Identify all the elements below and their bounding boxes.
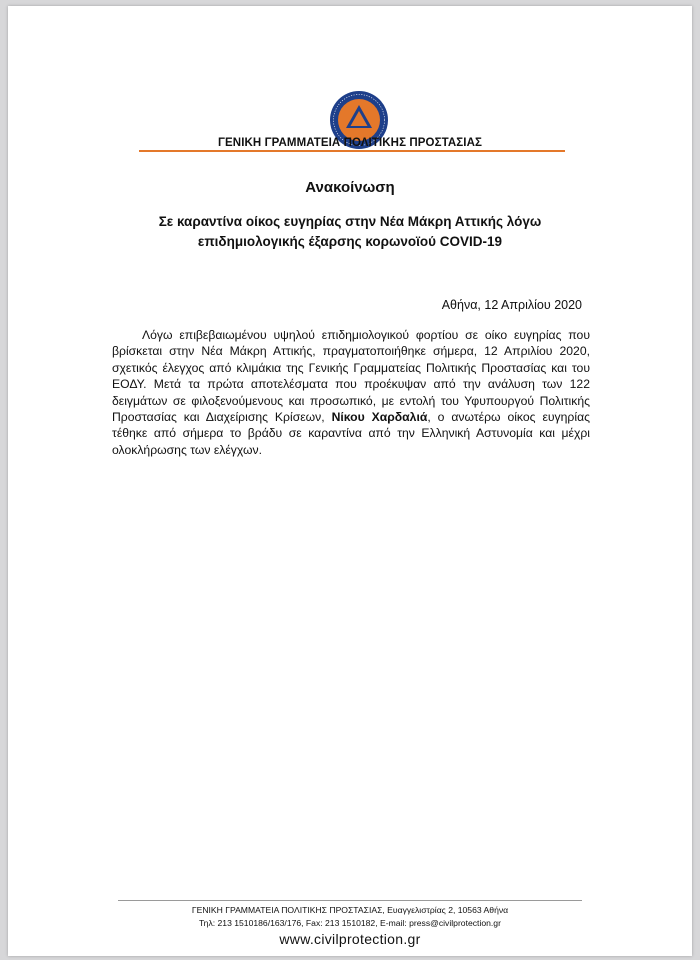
body-paragraph bbox=[112, 327, 590, 458]
header-divider bbox=[139, 150, 565, 152]
footer-website-link[interactable]: www.civilprotection.gr bbox=[279, 931, 421, 947]
dateline: Αθήνα, 12 Απριλίου 2020 bbox=[441, 298, 582, 312]
subtitle-line-2: επιδημιολογικής έξαρσης κορωνοϊού COVID-19 bbox=[197, 234, 503, 249]
organization-header: ΓΕΝΙΚΗ ΓΡΑΜΜΑΤΕΙΑ ΠΟΛΙΤΙΚΗΣ ΠΡΟΣΤΑΣΙΑΣ bbox=[218, 137, 482, 149]
footer-divider bbox=[118, 900, 582, 901]
subtitle-line-1: Σε καραντίνα οίκος ευγηρίας στην Νέα Μάκρη Αττικής λόγω bbox=[158, 214, 542, 229]
document-title: Ανακοίνωση bbox=[305, 179, 395, 196]
body-text-part-2: , ο ανωτέρω οίκος ευγηρίας τέθηκε από σήμερα το βράδυ σε καραντίνα από την Ελληνική Αστυνομία και μέχρι ολοκλήρωσης των ελέγχων. bbox=[112, 410, 590, 457]
minister-name: Νίκου Χαρδαλιά bbox=[331, 410, 428, 425]
footer-address: ΓΕΝΙΚΗ ΓΡΑΜΜΑΤΕΙΑ ΠΟΛΙΤΙΚΗΣ ΠΡΟΣΤΑΣΙΑΣ, Ευαγγελιστρίας 2, 10563 Αθήνα bbox=[191, 905, 509, 915]
document-page bbox=[8, 6, 692, 956]
body-text-part-1: Λόγω επιβεβαιωμένου υψηλού επιδημιολογικού φορτίου σε οίκο ευγηρίας που βρίσκεται στην Νέα Μάκρη Αττικής, πραγματοποιήθηκε σήμερα, 12 Απριλίου 2020, σχετικός έλεγχος από κλιμάκια της Γενικής Γραμματείας Πολιτικής Προστασίας και του ΕΟΔΥ. Μετά τα πρώτα αποτελέσματα που προέκυψαν από την ανάλυση των 122 δειγμάτων σε φιλοξενούμενους και προσωπικό, με εντολή του Υφυπουργού Πολιτικής Προστασίας και Διαχείρισης Κρίσεων, bbox=[112, 328, 590, 425]
footer-contacts: Τηλ: 213 1510186/163/176, Fax: 213 1510182, E-mail: press@civilprotection.gr bbox=[199, 918, 501, 928]
document-subtitle bbox=[98, 212, 602, 252]
